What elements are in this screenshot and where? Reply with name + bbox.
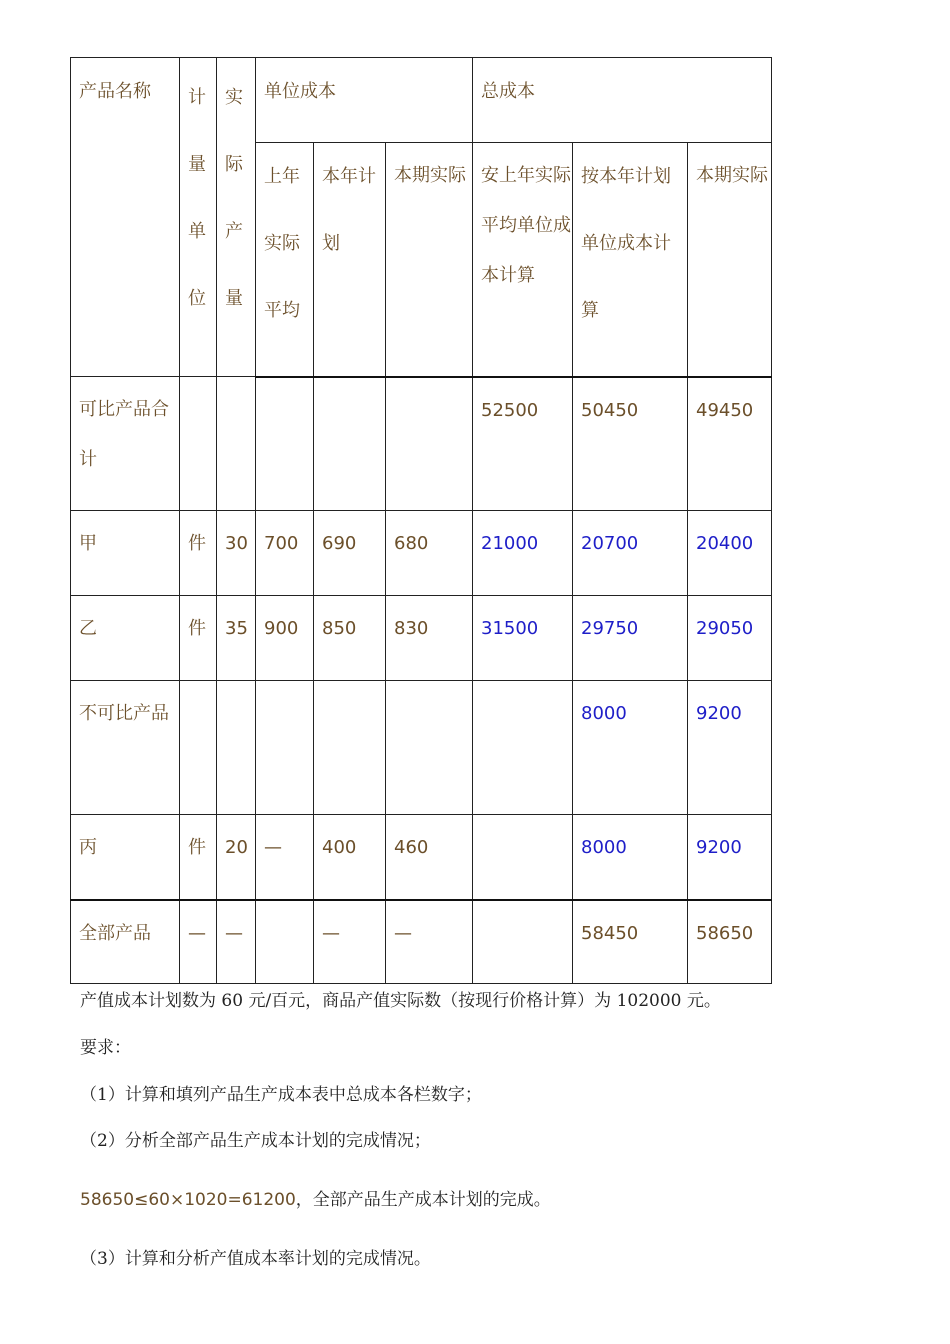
row-unit: 件	[180, 596, 217, 681]
row-unit	[180, 377, 217, 511]
row-name: 丙	[71, 815, 180, 900]
header-period-actual: 本期实际	[386, 143, 473, 377]
formula-line	[80, 1185, 551, 1210]
header-tc-prev-year: 安上年实际平均单位成本计算	[473, 143, 573, 377]
header-prev-year-avg: 上年实际平均	[256, 143, 314, 377]
product-cost-table	[70, 57, 772, 984]
row-tc-actual: 58650	[688, 900, 772, 984]
formula-text: ，全部产品生产成本计划的完成。	[295, 1190, 551, 1210]
row-name: 甲	[71, 511, 180, 596]
row-qty: —	[217, 900, 256, 984]
row-actual: 680	[386, 511, 473, 596]
row-tc-actual: 20400	[688, 511, 772, 596]
row-tc-actual: 29050	[688, 596, 772, 681]
row-plan: 400	[314, 815, 386, 900]
row-actual	[386, 681, 473, 815]
row-prev	[256, 900, 314, 984]
header-total-cost: 总成本	[473, 58, 772, 143]
header-tc-actual: 本期实际	[688, 143, 772, 377]
row-tc-prev	[473, 815, 573, 900]
row-tc-actual: 9200	[688, 815, 772, 900]
row-plan: —	[314, 900, 386, 984]
row-tc-prev: 52500	[473, 377, 573, 511]
row-qty: 35	[217, 596, 256, 681]
row-tc-prev	[473, 900, 573, 984]
row-name: 不可比产品	[71, 681, 180, 815]
header-tc-plan: 按本年计划单位成本计算	[573, 143, 688, 377]
header-actual-qty-text: 实际产量	[225, 87, 243, 309]
row-tc-plan: 8000	[573, 815, 688, 900]
row-name: 可比产品合计	[71, 377, 180, 511]
header-actual-qty	[217, 58, 256, 377]
row-plan: 690	[314, 511, 386, 596]
requirement-1: （1）计算和填列产品生产成本表中总成本各栏数字；	[80, 1085, 482, 1105]
header-measure-unit-text: 计量单位	[188, 87, 206, 309]
row-prev: 900	[256, 596, 314, 681]
row-actual	[386, 377, 473, 511]
row-tc-plan: 50450	[573, 377, 688, 511]
row-unit	[180, 681, 217, 815]
row-qty	[217, 377, 256, 511]
row-actual: 830	[386, 596, 473, 681]
row-tc-plan: 58450	[573, 900, 688, 984]
row-qty: 30	[217, 511, 256, 596]
row-prev: 700	[256, 511, 314, 596]
header-unit-cost: 单位成本	[256, 58, 473, 143]
row-unit: 件	[180, 511, 217, 596]
row-tc-prev: 31500	[473, 596, 573, 681]
header-product-name: 产品名称	[71, 58, 180, 377]
requirements-heading: 要求：	[80, 1038, 131, 1058]
requirement-3: （3）计算和分析产值成本率计划的完成情况。	[80, 1249, 431, 1269]
row-plan: 850	[314, 596, 386, 681]
plan-note: 产值成本计划数为 60 元/百元，商品产值实际数（按现行价格计算）为 102000 元。	[80, 991, 721, 1011]
row-tc-actual: 49450	[688, 377, 772, 511]
formula-calc: 58650≤60×1020=61200	[80, 1190, 296, 1210]
row-qty: 20	[217, 815, 256, 900]
row-tc-prev	[473, 681, 573, 815]
row-actual: 460	[386, 815, 473, 900]
row-tc-plan: 20700	[573, 511, 688, 596]
row-name: 乙	[71, 596, 180, 681]
row-unit: —	[180, 900, 217, 984]
row-prev	[256, 377, 314, 511]
row-plan	[314, 681, 386, 815]
header-measure-unit	[180, 58, 217, 377]
row-prev: —	[256, 815, 314, 900]
row-name: 全部产品	[71, 900, 180, 984]
row-plan	[314, 377, 386, 511]
row-tc-actual: 9200	[688, 681, 772, 815]
row-prev	[256, 681, 314, 815]
row-actual: —	[386, 900, 473, 984]
row-qty	[217, 681, 256, 815]
row-tc-plan: 8000	[573, 681, 688, 815]
row-tc-plan: 29750	[573, 596, 688, 681]
requirement-2: （2）分析全部产品生产成本计划的完成情况；	[80, 1131, 431, 1151]
row-tc-prev: 21000	[473, 511, 573, 596]
header-this-year-plan: 本年计划	[314, 143, 386, 377]
row-unit: 件	[180, 815, 217, 900]
